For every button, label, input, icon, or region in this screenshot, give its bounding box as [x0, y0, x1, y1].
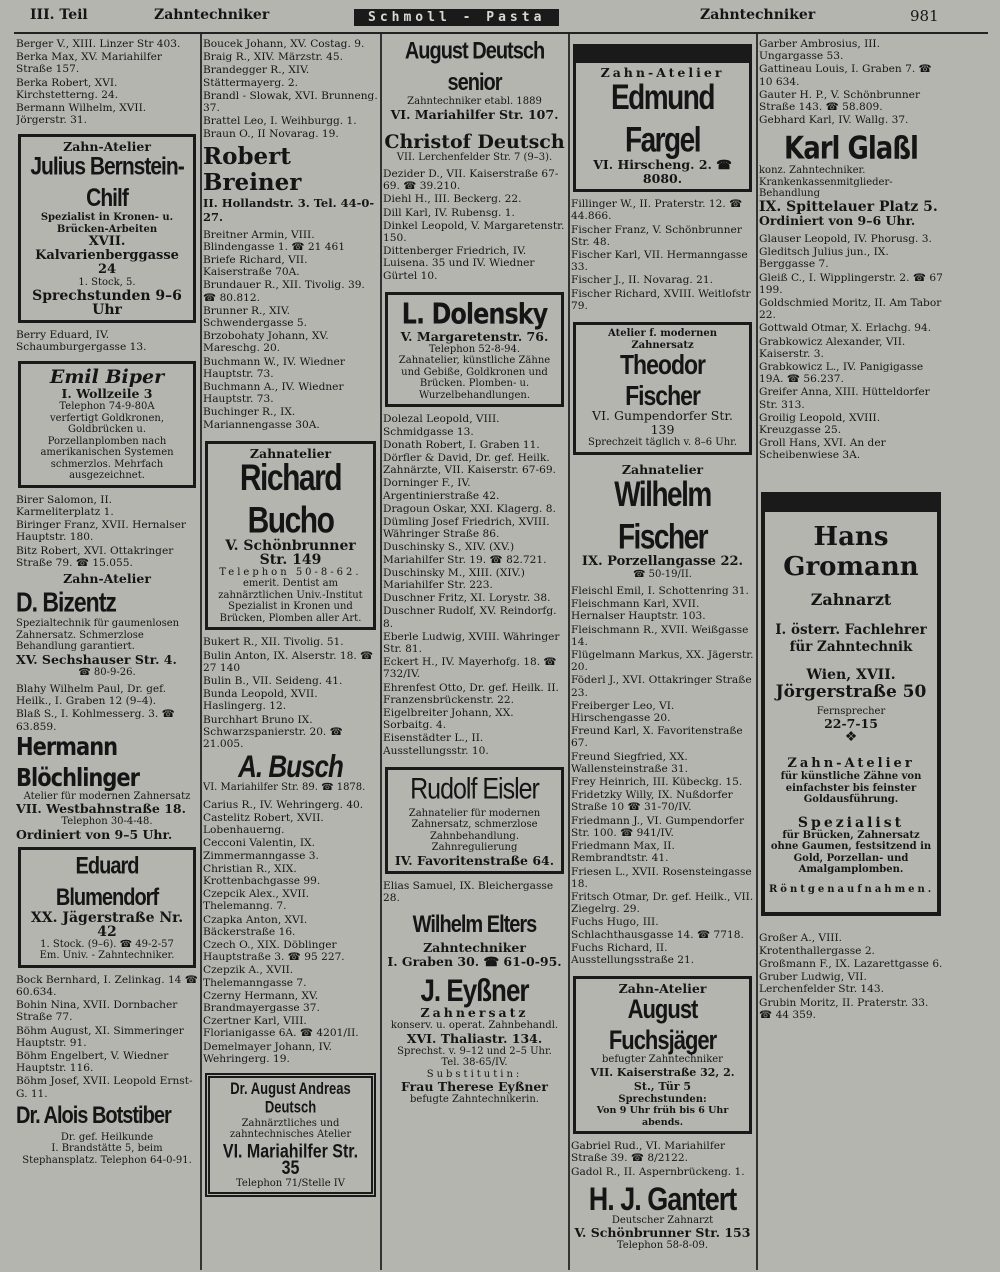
header-rule [14, 32, 988, 34]
listing-entry: Dinkel Leopold, V. Margaretenstr. 150. [383, 219, 565, 245]
ad-text: Zahntechniker etabl. 1889 [407, 96, 542, 107]
listing-entry: Garber Ambrosius, III. Ungargasse 53. [759, 38, 880, 63]
ad-eisler [385, 767, 564, 874]
listing-entry: Freiberger Leo, VI. Hirschengasse 20. [571, 699, 675, 725]
ad-address: Wien, XVII. [806, 666, 896, 683]
ad-name: Robert Breiner [203, 142, 302, 196]
ad-address: VI. Hirscheng. 2. ☎ 8080. [593, 157, 732, 187]
ad-heading: Zahn-Atelier [63, 139, 151, 155]
ad-phone: Telephon 71/Stelle IV [236, 1177, 345, 1189]
ad-address: V. Schönbrunner Str. 153 [574, 1225, 751, 1241]
ad-elters [383, 912, 566, 969]
listing-entry: Elias Samuel, IX. Bleichergasse 28. [383, 879, 554, 905]
listing-entry: Buchinger R., IX. Mariannengasse 30A. [203, 406, 320, 431]
listing-entry: Bitz Robert, XVI. Ottakringer Straße 79. ☎ 15.055. [16, 544, 174, 569]
ad-text: konserv. u. operat. Zahnbehandl. [390, 1020, 559, 1032]
ad-address: Jörgerstraße 50 [775, 681, 927, 702]
ad-phone: Telephon 74-9-80A [59, 401, 155, 413]
listing-entry: Großer A., VIII. Krotenthallergasse 2. [759, 932, 875, 957]
ad-address: IV. Favoritenstraße 64. [394, 852, 555, 868]
listing-entry: Bulin Anton, IX. Alserstr. 18. ☎ 27 140 [203, 649, 374, 674]
ad-address: VII. Lerchenfelder Str. 7 (9–3). [396, 151, 553, 163]
ad-name: Richard Bucho [239, 457, 342, 542]
ad-phone: Telephon 58-8-09. [616, 1240, 709, 1252]
ad-address: XX. Jägerstraße Nr. 42 [30, 909, 184, 940]
ad-fargel [573, 44, 752, 192]
column-2 [203, 38, 378, 1268]
ad-address: VI. Gumpendorfer Str. 139 [592, 408, 733, 438]
ad-name: August Fuchsjäger [608, 993, 717, 1056]
listing-entry: Eberle Ludwig, XVIII. Währinger Str. 81. [383, 630, 560, 655]
ad-text: Spezialist in Kronen- u. Brücken-Arbeiten [40, 212, 174, 235]
listing-entry: Christian R., XIX. Krottenbachgasse 99. [203, 862, 321, 887]
listing-entry: Braun O., II Novarag. 19. [203, 128, 339, 141]
ad-phone: ☎ 80-9-26. [78, 666, 136, 678]
ad-address: XVII. Kalvarienberggasse 24 [35, 234, 179, 278]
listing-entry: Biringer Franz, XVII. Hernalser Hauptstr. 180. [16, 519, 186, 544]
ad-address: IX. Porzellangasse 22. [581, 553, 744, 569]
listing-entry: Freund Karl, X. Favoritenstraße 67. [571, 725, 743, 750]
listing-entry: Freund Siegfried, XX. Wallensteinstraße 31. [571, 750, 688, 775]
ad-phone: Telephon 30-4-48. [61, 816, 153, 828]
ad-busch [203, 748, 378, 794]
ad-name: Hans Gromann [783, 521, 919, 582]
listing-entry: Brzobohaty Johann, XV. Mareschg. 20. [203, 330, 329, 355]
listing-entry: Birer Salomon, II. Karmeliterplatz 1. [16, 493, 114, 519]
listing-entry: Greifer Anna, XIII. Hütteldorfer Str. 313. [759, 386, 930, 411]
ad-name: Dr. August Andreas Deutsch [230, 1078, 351, 1117]
ad-heading: Zahn-Atelier [787, 756, 915, 772]
listing-entry: Groll Hans, XVI. An der Scheibenwiese 3A. [759, 437, 886, 462]
ornament-icon: ❖ [844, 729, 858, 746]
listing-entry: Böhm Engelbert, V. Wiedner Hauptstr. 116. [16, 1050, 169, 1075]
listing-entry: Duschner Rudolf, XV. Reindorfg. 8. [383, 605, 557, 630]
ad-heading: Zahnatelier [621, 461, 704, 477]
listing-entry: Berka Max, XV. Mariahilfer Straße 157. [16, 51, 162, 76]
listing-entry: Donath Robert, I. Graben 11. [383, 438, 540, 451]
listing-entry: Dörfler & David, Dr. gef. Heilk. Zahnärzte, VII. Kaiserstr. 67-69. [383, 451, 556, 477]
listing-entry: Buchmann W., IV. Wiedner Hauptstr. 73. [203, 355, 345, 380]
ad-text: Sprechst. v. 9–12 und 2–5 Uhr. [397, 1045, 552, 1057]
ad-topbar [765, 496, 937, 512]
ad-christof-deutsch [383, 132, 566, 164]
listing-entry: Bulin B., VII. Seideng. 41. [203, 674, 343, 687]
ad-text: Röntgenaufnahmen. [769, 883, 935, 895]
ad-glassl [759, 131, 943, 228]
listing-entry: Fuchs Hugo, III. Schlachthausgasse 14. ☎ 7718. [571, 916, 744, 941]
ad-address: VI. Mariahilfer Str. 107. [390, 106, 559, 122]
listing-entry: Fritsch Otmar, Dr. gef. Heilk., VII. Ziegelrg. 29. [571, 890, 754, 916]
listing-entry: Brandl - Slowak, XVI. Brunneng. 37. [203, 89, 378, 115]
ad-eyssner [383, 972, 566, 1106]
listing-entry: Friedmann J., VI. Gumpendorfer Str. 100. ☎ 941/IV. [571, 814, 745, 839]
listing-entry: Bock Bernhard, I. Zelinkag. 14 ☎ 60.634. [16, 973, 198, 999]
ad-name: Edmund Fargel [611, 77, 714, 160]
ad-fuchsjaeger [573, 976, 752, 1134]
listing-entry: Fischer Richard, XVIII. Weitlofstr 79. [571, 287, 751, 312]
ad-theodor-fischer [573, 322, 752, 455]
listing-entry: Eigelbreiter Johann, XX. Sorbaitg. 4. [383, 707, 514, 732]
listing-entry: Gebhard Karl, IV. Wallg. 37. [759, 114, 909, 127]
listing-entry: Friesen L., XVII. Rosensteingasse 18. [571, 865, 752, 890]
listing-entry: Grabkowicz L., IV. Panigigasse 19A. ☎ 56.237. [759, 360, 924, 386]
listing-entry: Berger V., XIII. Linzer Str 403. [16, 38, 181, 50]
listing-entry: Fuchs Richard, II. Ausstellungsstraße 21. [571, 941, 695, 966]
listing-entry: Braig R., XIV. Märzstr. 45. [203, 51, 344, 64]
ad-name: Wilhelm Fischer [614, 474, 711, 556]
listing-entry: Diehl H., III. Beckerg. 22. [383, 193, 522, 206]
ad-name: Theodor Fischer [620, 348, 705, 412]
page-header [14, 4, 986, 30]
ad-breiner [203, 144, 378, 224]
listing-entry: Brunner R., XIV. Schwendergasse 5. [203, 304, 308, 330]
ad-address: I. Graben 30. ☎ 61-0-95. [387, 954, 562, 970]
listing-entry: Breitner Armin, VIII. Blindengasse 1. ☎ 21 461 [203, 228, 345, 253]
listing-entry: Duschinsky S., XIV. (XV.) Mariahilfer Str. 19. ☎ 82.721. [383, 541, 547, 566]
listing-entry: Böhm Josef, XVII. Leopold Ernst-G. 11. [16, 1075, 193, 1100]
listing-entry: Czerny Hermann, XV. Brandmayergasse 37. [203, 989, 320, 1014]
listing-entry: Böhm August, XI. Simmeringer Hauptstr. 91. [16, 1024, 184, 1049]
ad-address: V. Schönbrunner Str. 149 [225, 537, 356, 568]
listing-entry: Gottwald Otmar, X. Erlachg. 94. [759, 322, 932, 335]
listing-entry: Glauser Leopold, IV. Phorusg. 3. [759, 232, 932, 245]
listing-entry: Burchhart Bruno IX. Schwarzspanierstr. 20. ☎ 21.005. [203, 713, 343, 750]
ad-text: Substitutin: [426, 1068, 523, 1080]
ad-deutsch-dr [205, 1073, 376, 1198]
column-rule [380, 34, 382, 1270]
listing-entry: Buchmann A., IV. Wiedner Hauptstr. 73. [203, 381, 344, 406]
ad-text: für Brücken, Zahnersatz ohne Gaumen, festsitzend in Gold, Porzellan- und Amalgamplomben. [770, 829, 932, 876]
listing-entry: Bohin Nina, XVII. Dornbacher Straße 77. [16, 999, 178, 1024]
listing-entry: Föderl J., XVI. Ottakringer Straße 23. [571, 674, 752, 699]
ad-bizentz [16, 572, 198, 678]
ad-bucho [205, 441, 376, 631]
listing-entry: Groilig Leopold, XVIII. Kreuzgasse 25. [759, 411, 881, 436]
ad-text: Deutscher Zahnarzt [611, 1214, 714, 1226]
ad-hours: Sprechzeit täglich v. 8–6 Uhr. [587, 437, 738, 449]
listing-entry: Dill Karl, IV. Rubensg. 1. [383, 206, 515, 219]
listing-entry: Grabkowicz Alexander, VII. Kaiserstr. 3. [759, 335, 906, 360]
ad-name: A. Busch [238, 748, 343, 785]
ad-address: V. Margaretenstr. 76. [400, 328, 549, 344]
listing-entry: Fischer Franz, V. Schönbrunner Str. 48. [571, 223, 742, 248]
ad-text: emerit. Dentist am zahnärztlichen Univ.-Institut [218, 578, 363, 601]
listing-entry: Fleischl Emil, I. Schottenring 31. [571, 585, 749, 598]
ad-address: VI. Mariahilfer Str. 35 [222, 1141, 359, 1179]
listing-entry: Brattel Leo, I. Weihburgg. 1. [203, 115, 357, 128]
ad-text: 1. Stock. (9–6). ☎ 49-2-57 [40, 938, 174, 950]
ad-name: H. J. Gantert [588, 1180, 737, 1217]
listing-entry: Dümling Josef Friedrich, XVIII. Währinger Straße 86. [383, 515, 550, 541]
listing-entry: Dorninger F., IV. Argentinierstraße 42. [383, 477, 500, 502]
listing-entry: Grubin Moritz, II. Praterstr. 33. ☎ 44 359. [759, 996, 929, 1021]
ad-text: Atelier für modernen Zahnersatz [23, 790, 191, 802]
listing-entry: Fillinger W., II. Praterstr. 12. ☎ 44.866. [571, 198, 743, 223]
listing-entry: Goldschmied Moritz, II. Am Tabor 22. [759, 296, 942, 322]
listing-entry: Dittenberger Friedrich, IV. Luisena. 35 und IV. Wiedner Gürtel 10. [383, 245, 535, 282]
ad-name: Christof Deutsch [384, 130, 565, 153]
ad-hours: Von 9 Uhr früh bis 6 Uhr abends. [596, 1105, 729, 1128]
listing-entry: Brundauer R., XII. Tivolig. 39. ☎ 80.812. [203, 279, 365, 304]
listing-entry: Berka Robert, XVI. Kirchstetterng. 24. [16, 76, 119, 101]
ad-heading: Zahnersatz [420, 1005, 529, 1021]
ad-text: I. Brandstätte 5, beim Stephansplatz. Telephon 64-0-91. [22, 1143, 192, 1166]
ad-botstiber [16, 1103, 198, 1167]
listing-entry: Gleiß C., I. Wipplingerstr. 2. ☎ 67 199. [759, 271, 943, 296]
ad-name: D. Bizentz [16, 586, 116, 618]
ad-text: Zahnatelier für modernen Zahnersatz, schmerzlose Zahnbehandlung. Zahnregulierung [408, 807, 541, 854]
column-rule [568, 34, 570, 1270]
listing-entry: Gadol R., II. Aspernbrückeng. 1. [571, 1165, 745, 1178]
listing-entry: Dezider D., VII. Kaiserstraße 67-69. ☎ 39.210. [383, 168, 559, 193]
listing-entry: Czertner Karl, VIII. Florianigasse 6A. ☎ 4201/II. [203, 1015, 359, 1040]
ad-phone: ☎ 50-19/II. [633, 568, 692, 580]
listing-entry: Gauter H. P., V. Schönbrunner Straße 143. ☎ 58.809. [759, 88, 921, 114]
listing-entry: Briefe Richard, VII. Kaiserstraße 70A. [203, 254, 308, 279]
listing-entry: Gleditsch Julius jun., IX. Berggasse 7. [759, 246, 889, 271]
page-number: 981 [910, 7, 939, 25]
ad-phone: Tel. 38-65/IV. [441, 1057, 508, 1069]
ad-text: konz. Zahntechniker. Krankenkassenmitglieder-Behandlung [759, 165, 893, 200]
ad-title: Zahnarzt [810, 589, 892, 609]
ad-text: Zahntechniker [423, 940, 526, 956]
ad-bloechlinger [16, 731, 198, 842]
ad-text: Dr. gef. Heilkunde [60, 1131, 154, 1143]
ad-text: 1. Stock, 5. [78, 277, 136, 289]
listing-entry: Friedmann Max, II. Rembrandtstr. 41. [571, 840, 675, 865]
listing-entry: Carius R., IV. Wehringerg. 40. [203, 798, 364, 811]
listing-entry: Duschner Fritz, XI. Lorystr. 38. [383, 592, 551, 605]
ad-text: Zahnatelier, künstliche Zähne und Gebiße, Goldkronen und Brücken. Plomben- u. Wurzelbehandlungen. [398, 355, 551, 401]
ad-phone: Fernsprecher [816, 705, 886, 717]
ad-text: befugte Zahntechnikerin. [410, 1094, 539, 1106]
listing-entry: Brandegger R., XIV. Stättermayerg. 2. [203, 64, 310, 89]
listing-entry: Czech O., XIX. Döblinger Hauptstraße 3. ☎ 95 227. [203, 938, 345, 964]
section-title-right: Zahntechniker [700, 7, 816, 23]
ad-gromann [761, 492, 941, 917]
listing-entry: Blahy Wilhelm Paul, Dr. gef. Heilk., I. Graben 12 (9–4). [16, 683, 167, 708]
ad-address: IX. Spittelauer Platz 5. [759, 198, 938, 215]
ad-name: Julius Bernstein-Chilf [30, 153, 184, 213]
ad-name: August Deutsch senior [404, 38, 545, 96]
ad-blumendorf [18, 847, 196, 968]
column-rule [200, 34, 202, 1270]
ad-heading: Zahn-Atelier [600, 65, 725, 81]
listing-entry: Eckert H., IV. Mayerhofg. 18. ☎ 732/IV. [383, 656, 557, 681]
ad-text: Spezialist in Kronen und Brücken, Plomben aller Art. [219, 601, 362, 624]
ad-name: Eduard Blumendorf [55, 853, 159, 911]
listing-entry: Czepcik Alex., XVII. Thelemanng. 7. [203, 888, 310, 913]
ad-heading: Zahnatelier [249, 445, 332, 461]
ad-address: I. Wollzeile 3 [61, 386, 153, 402]
listing-entry: Berry Eduard, IV. Schaumburgergasse 13. [16, 328, 147, 354]
ad-name: Dr. Alois Botstiber [16, 1102, 171, 1130]
listing-entry: Cecconi Valentin, IX. Zimmermanngasse 3. [203, 837, 319, 862]
ad-deutsch-senior [383, 38, 566, 122]
ad-text: Frau Therese Eyßner [401, 1079, 548, 1095]
listing-entry: Gattineau Louis, I. Graben 7. ☎ 10 634. [759, 63, 932, 88]
ad-address: VI. Mariahilfer Str. 89. ☎ 1878. [203, 782, 366, 794]
column-1 [16, 38, 198, 1268]
ad-address: VII. Kaiserstraße 32, 2. St., Tür 5 [590, 1065, 735, 1093]
listing-entry: Duschinsky M., XIII. (XIV.) Mariahilfer Str. 223. [383, 566, 525, 591]
ad-text: befugter Zahntechniker [602, 1054, 723, 1066]
ad-hours: Sprechstunden 9–6 Uhr [32, 287, 182, 318]
ad-text: Zahnärztliches und zahntechnisches Atelier [229, 1117, 352, 1141]
listing-entry: Fischer Karl, VII. Hermanngasse 33. [571, 249, 748, 274]
listing-entry: Czapka Anton, XVI. Bäckerstraße 16. [203, 913, 308, 938]
listing-entry: Bermann Wilhelm, XVII. Jörgerstr. 31. [16, 102, 147, 127]
ad-address: XV. Sechshauser Str. 4. [16, 651, 177, 667]
ad-wilhelm-fischer [571, 463, 754, 581]
listing-entry: Blaß S., I. Kohlmesserg. 3. ☎ 63.859. [16, 708, 175, 733]
ad-text: I. österr. Fachlehrer für Zahntechnik [775, 621, 927, 655]
ad-phone: Telephon 50-8-62. [219, 566, 362, 578]
listing-entry: Fridetzky Willy, IX. Nußdorfer Straße 10 ☎ 31-70/IV. [571, 789, 733, 814]
ad-dolensky [385, 292, 564, 408]
ad-address: VII. Westbahnstraße 18. [16, 801, 186, 817]
listing-entry: Bukert R., XII. Tivolig. 51. [203, 636, 344, 649]
listing-entry: Fischer J., II. Novarag. 21. [571, 274, 713, 287]
listing-entry: Ehrenfest Otto, Dr. gef. Heilk. II. Franzensbrückenstr. 22. [383, 681, 559, 706]
header-banner: Schmoll - Pasta [354, 9, 559, 26]
ad-biper [18, 361, 196, 488]
ad-address: XVI. Thaliastr. 134. [406, 1030, 543, 1046]
ad-text: Spezialtechnik für gaumenlosen Zahnersatz. Schmerzlose Behandlung garantiert. [16, 618, 180, 653]
listing-entry: Dolezal Leopold, VIII. Schmidgasse 13. [383, 413, 500, 438]
ad-name: L. Dolensky [401, 297, 548, 331]
ad-text: Em. Univ. - Zahntechniker. [39, 950, 175, 962]
listing-entry: Castelitz Robert, XVII. Lobenhauerng. [203, 811, 324, 837]
column-5 [759, 38, 943, 1268]
ad-phone: Telephon 52-8-94. [428, 343, 521, 355]
listing-entry: Gruber Ludwig, VII. Lerchenfelder Str. 143. [759, 971, 885, 996]
listing-entry: Eisenstädter L., II. Ausstellungsstr. 10. [383, 732, 489, 757]
ad-gantert [571, 1180, 754, 1252]
ad-heading: Zahn-Atelier [618, 981, 707, 997]
listing-entry: Czepzik A., XVII. Thelemanngasse 7. [203, 964, 307, 989]
ad-name: Hermann Blöchlinger [16, 731, 140, 792]
listing-entry: Fleischmann R., XVII. Weißgasse 14. [571, 623, 749, 648]
listing-entry: Dragoun Oskar, XXI. Klagerg. 8. [383, 502, 556, 515]
ad-text: verfertigt Goldkronen, Goldbrücken u. Porzellanplomben nach amerikanischen Systemen schmerzlos. Mehrfach ausgezeichnet. [40, 412, 174, 482]
ad-phone: 22-7-15 [824, 716, 878, 732]
ad-hours: Ordiniert von 9–6 Uhr. [759, 212, 916, 228]
ad-name: Rudolf Eisler [410, 772, 539, 806]
listing-entry: Demelmayer Johann, IV. Wehringerg. 19. [203, 1040, 333, 1065]
listing-entry: Bunda Leopold, XVII. Haslingerg. 12. [203, 688, 318, 713]
listing-entry: Großmann F., IX. Lazarettgasse 6. [759, 957, 943, 970]
column-rule [756, 34, 758, 1270]
column-3 [383, 38, 566, 1268]
ad-heading: Spezialist [797, 814, 905, 831]
part-label: III. Teil [30, 7, 88, 23]
column-4 [571, 38, 754, 1268]
ad-bernstein [18, 134, 196, 323]
listing-entry: Flügelmann Markus, XX. Jägerstr. 20. [571, 649, 754, 674]
listing-entry: Gabriel Rud., VI. Mariahilfer Straße 39. ☎ 8/2122. [571, 1140, 726, 1165]
ad-text: für künstliche Zähne von einfachster bis feinster Goldausführung. [780, 771, 922, 806]
ad-address: II. Hollandstr. 3. Tel. 44-0-27. [203, 195, 375, 224]
ad-hours: Ordiniert von 9–5 Uhr. [16, 826, 173, 842]
listing-entry: Fleischmann Karl, XVII. Hernalser Hauptstr. 103. [571, 598, 706, 623]
ad-heading: Zahn-Atelier [63, 571, 151, 587]
ad-heading: Atelier f. modernen Zahnersatz [608, 328, 717, 351]
listing-entry: Boucek Johann, XV. Costag. 9. [203, 38, 365, 50]
ad-topbar [576, 47, 749, 63]
ad-name: J. Eyßner [420, 972, 529, 1009]
ad-text: Sprechstunden: [618, 1093, 707, 1105]
ad-name: Emil Biper [49, 366, 165, 389]
listing-entry: Frey Heinrich, III. Kübeckg. 15. [571, 776, 743, 789]
ad-name: Wilhelm Elters [412, 912, 537, 939]
ad-name: Karl Glaßl [784, 131, 918, 168]
section-title-left: Zahntechniker [154, 7, 270, 23]
